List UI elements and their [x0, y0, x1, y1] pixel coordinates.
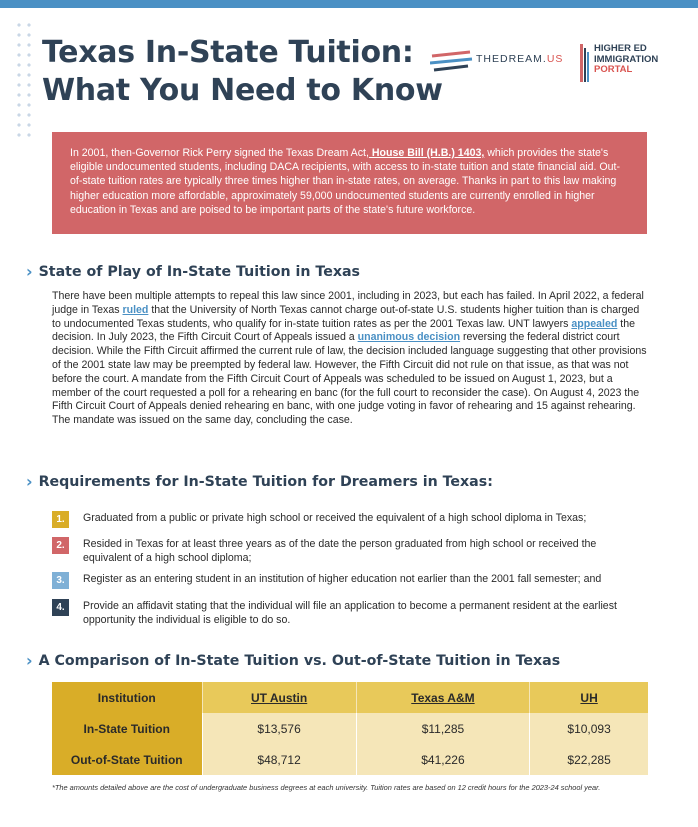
chevron-right-icon: ›	[26, 262, 33, 281]
ruled-link[interactable]: ruled	[122, 303, 149, 316]
table-cell: $48,712	[202, 744, 356, 775]
portal-bars-icon	[580, 44, 590, 82]
thedream-logo-text: THEDREAM.US	[476, 53, 564, 65]
uh-header[interactable]: UH	[530, 682, 648, 713]
requirements-heading: › Requirements for In-State Tuition for Dreamers in Texas:	[26, 472, 493, 491]
state-of-play-paragraph: There have been multiple attempts to repeal this law since 2001, including in 2023, but each has failed. In April 2022, a federal judge in Texas ruled that the University of North Texas cannot charge out-of-state U.S. students higher tuition than is charged to undocumented Texas students, who qualify for in-state tuition rates as per the 2001 Texas law. UNT lawyers appealed the decision. In July 2023, the Fifth Circuit Court of Appeals issued a unanimous decision reversing the federal district court decision. While the Fifth Circuit affirmed the current rule of law, the decision included language suggesting that other provisions of the 2001 state law may be preempted by federal law. However, the Fifth Circuit did not rule on that issue, as that was not before the court. A mandate from the Fifth Circuit Court of Appeals was scheduled to be issued on August 1, 2023, but a member of the court requested a poll for a rehearing en banc (for the full court to reconsider the case). On August 4, 2023 the Fifth Circuit Court of Appeals denied rehearing en banc, with one judge voting in favor of rehearing and 15 against rehearing. The mandate was issued on the same day, concluding the case.	[52, 290, 647, 427]
number-badge: 3.	[52, 572, 69, 589]
ut-austin-header[interactable]: UT Austin	[202, 682, 356, 713]
state-of-play-heading: › State of Play of In-State Tuition in Texas	[26, 262, 360, 281]
tuition-comparison-table	[52, 682, 648, 775]
requirement-item-2: 2. Resided in Texas for at least three years as of the date the person graduated from high school or received the equivalent of a high school diploma;	[52, 538, 648, 565]
dot-pattern-decoration	[14, 20, 34, 140]
table-header-row	[52, 682, 648, 713]
table-cell: $11,285	[356, 713, 529, 744]
table-cell: $10,093	[530, 713, 648, 744]
title-line-2: What You Need to Know	[42, 73, 443, 108]
title-line-1: Texas In-State Tuition:	[42, 35, 414, 70]
intro-callout: In 2001, then-Governor Rick Perry signed the Texas Dream Act, House Bill (H.B.) 1403, which provides the state's eligible undocumented students, including DACA recipients, with access to in-state tuition and state financial aid. Out-of-state tuition rates are typically three times higher than in-state rates, on average. Thanks in part to this law making higher education more affordable, approximately 59,000 undocumented students are currently enrolled in higher education in Texas and are poised to be important parts of the state's future workforce.	[52, 132, 647, 234]
portal-logo-text: HIGHER ED IMMIGRATION PORTAL	[594, 43, 659, 75]
dream-stripes-icon	[430, 50, 474, 74]
requirement-item-3: 3. Register as an entering student in an institution of higher education not earlier than the 2001 fall semester; and	[52, 573, 648, 589]
comparison-heading: › A Comparison of In-State Tuition vs. Out-of-State Tuition in Texas	[26, 651, 561, 670]
chevron-right-icon: ›	[26, 651, 33, 670]
chevron-right-icon: ›	[26, 472, 33, 491]
table-row	[52, 744, 648, 775]
appealed-link[interactable]: appealed	[571, 317, 618, 330]
page-title	[42, 34, 443, 110]
requirement-item-4: 4. Provide an affidavit stating that the individual will file an application to become a permanent resident at the earliest opportunity the individual is eligible to do so.	[52, 600, 648, 627]
thedream-us-logo[interactable]	[430, 48, 568, 76]
table-cell: $13,576	[202, 713, 356, 744]
number-badge: 2.	[52, 537, 69, 554]
unanimous-decision-link[interactable]: unanimous decision	[357, 331, 461, 344]
institution-header: Institution	[52, 682, 202, 713]
top-accent-bar	[0, 0, 698, 8]
house-bill-link[interactable]: House Bill (H.B.) 1403,	[368, 147, 485, 159]
number-badge: 1.	[52, 511, 69, 528]
requirement-item-1: 1. Graduated from a public or private high school or received the equivalent of a high school diploma in Texas;	[52, 512, 648, 528]
row-label: In-State Tuition	[52, 713, 202, 744]
table-cell: $41,226	[356, 744, 529, 775]
row-label: Out-of-State Tuition	[52, 744, 202, 775]
table-row	[52, 713, 648, 744]
texas-am-header[interactable]: Texas A&M	[356, 682, 529, 713]
table-cell: $22,285	[530, 744, 648, 775]
table-footnote: *The amounts detailed above are the cost of undergraduate business degrees at each university. Tuition rates are based on 12 credit hours for the 2023-24 school year.	[52, 783, 601, 792]
higher-ed-immigration-portal-logo[interactable]	[580, 44, 680, 84]
number-badge: 4.	[52, 599, 69, 616]
